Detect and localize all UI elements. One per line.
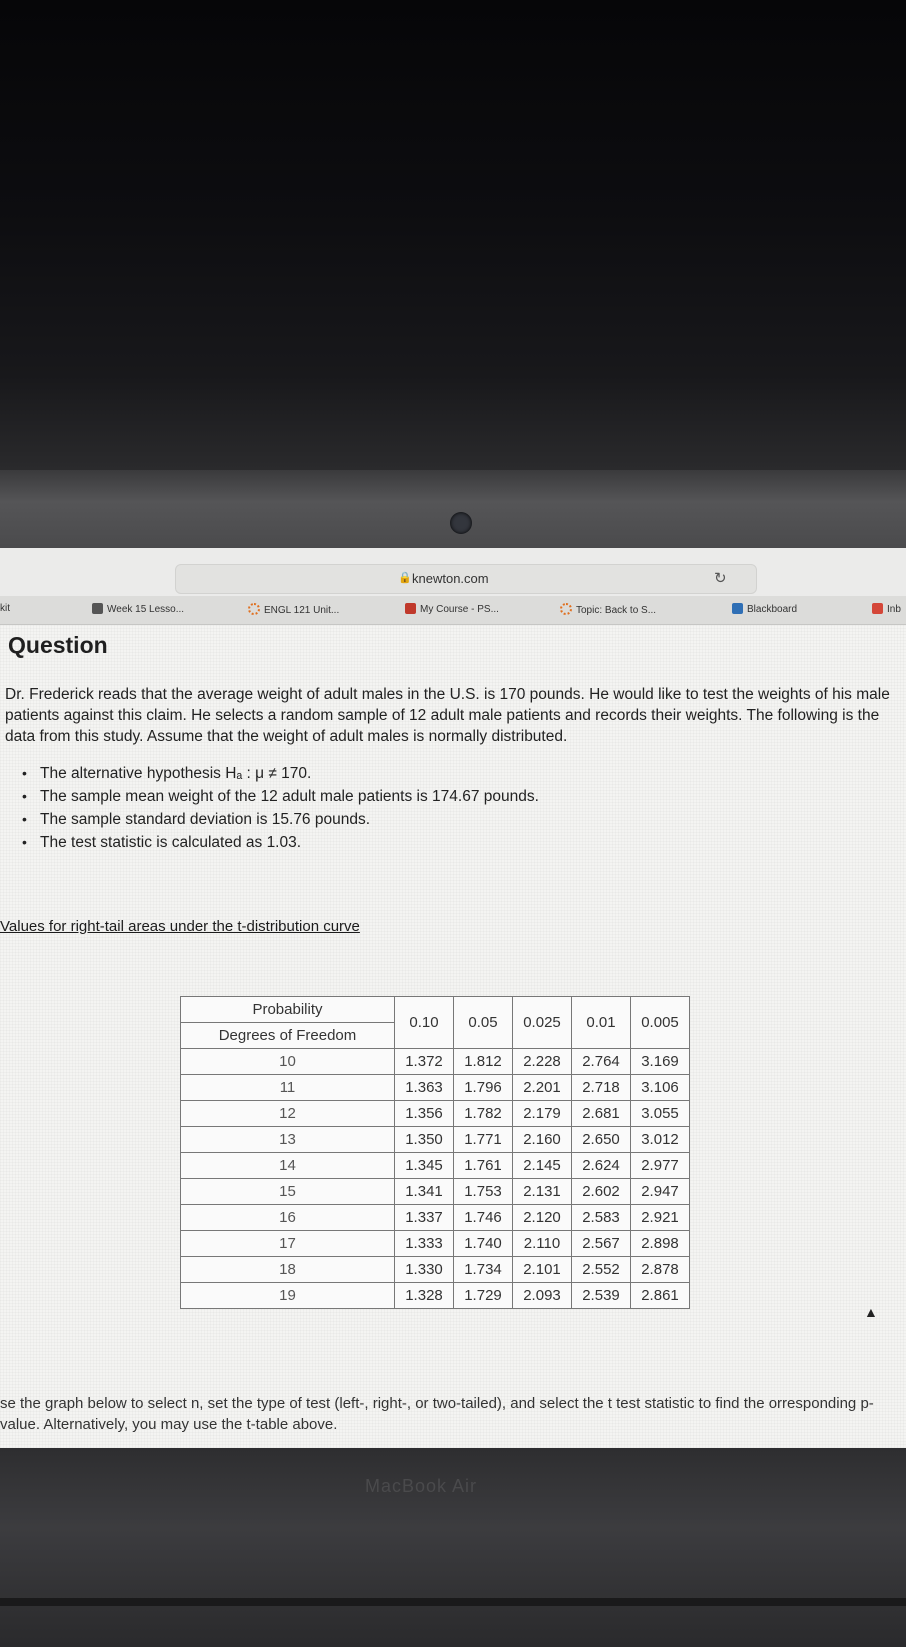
list-item: • The sample mean weight of the 12 adult male patients is 174.67 pounds.	[22, 788, 539, 805]
t-value-cell: 1.337	[395, 1205, 454, 1231]
df-cell: 15	[181, 1179, 395, 1205]
bookmark-week15[interactable]: Week 15 Lesso...	[92, 603, 184, 615]
t-value-cell: 1.328	[395, 1283, 454, 1309]
spinner-icon	[248, 603, 260, 615]
list-item: • The test statistic is calculated as 1.03.	[22, 834, 302, 851]
spinner-icon	[560, 603, 572, 615]
t-value-cell: 2.583	[572, 1205, 631, 1231]
bookmark-kit[interactable]: kit	[0, 603, 10, 614]
t-value-cell: 2.977	[631, 1153, 690, 1179]
question-body: Dr. Frederick reads that the average weight of adult males in the U.S. is 170 pounds. He would like to test the weights of his male patients against this claim. He selects a random sample of 12 adult male patients and records their weights. The following is the data from this study. Assume that the weight of adult males is normally distributed.	[5, 686, 890, 745]
t-value-cell: 2.110	[513, 1231, 572, 1257]
device-brand: MacBook Air	[365, 1476, 478, 1496]
header-degrees-of-freedom: Degrees of Freedom	[181, 1023, 395, 1049]
t-value-cell: 2.093	[513, 1283, 572, 1309]
t-value-cell: 3.012	[631, 1127, 690, 1153]
header-probability: Probability	[181, 997, 395, 1023]
t-value-cell: 1.812	[454, 1049, 513, 1075]
bookmark-engl121[interactable]: ENGL 121 Unit...	[248, 603, 339, 616]
t-value-cell: 2.878	[631, 1257, 690, 1283]
header-prob-cell: 0.005	[631, 997, 690, 1049]
t-value-cell: 1.350	[395, 1127, 454, 1153]
t-value-cell: 2.101	[513, 1257, 572, 1283]
t-value-cell: 1.782	[454, 1101, 513, 1127]
t-value-cell: 2.131	[513, 1179, 572, 1205]
t-table-link[interactable]: Values for right-tail areas under the t-distribution curve	[0, 918, 360, 935]
t-value-cell: 3.106	[631, 1075, 690, 1101]
t-value-cell: 2.179	[513, 1101, 572, 1127]
t-value-cell: 2.624	[572, 1153, 631, 1179]
t-value-cell: 3.169	[631, 1049, 690, 1075]
address-bar[interactable]	[175, 564, 757, 594]
list-item: • The sample standard deviation is 15.76 pounds.	[22, 811, 371, 828]
t-value-cell: 1.734	[454, 1257, 513, 1283]
laptop-hinge	[0, 1598, 906, 1606]
df-cell: 10	[181, 1049, 395, 1075]
t-value-cell: 2.861	[631, 1283, 690, 1309]
bookmark-my-course[interactable]: My Course - PS...	[405, 603, 499, 615]
browser-toolbar	[0, 548, 906, 596]
bookmark-topic[interactable]: Topic: Back to S...	[560, 603, 656, 616]
t-value-cell: 1.771	[454, 1127, 513, 1153]
course-icon	[405, 603, 416, 614]
mouse-cursor-icon: ▲	[864, 1304, 878, 1320]
t-value-cell: 2.650	[572, 1127, 631, 1153]
t-value-cell: 3.055	[631, 1101, 690, 1127]
df-cell: 11	[181, 1075, 395, 1101]
url-text: knewton.com	[412, 571, 489, 586]
table-row	[181, 1101, 690, 1127]
t-value-cell: 1.333	[395, 1231, 454, 1257]
t-value-cell: 2.120	[513, 1205, 572, 1231]
table-row	[181, 1257, 690, 1283]
laptop-bezel-bottom	[0, 1448, 906, 1647]
table-header-row	[181, 997, 690, 1023]
lock-icon: 🔒	[398, 572, 412, 584]
t-value-cell: 2.145	[513, 1153, 572, 1179]
table-row	[181, 1075, 690, 1101]
bookmarks-bar	[0, 596, 906, 625]
t-value-cell: 1.729	[454, 1283, 513, 1309]
df-cell: 12	[181, 1101, 395, 1127]
table-row	[181, 1153, 690, 1179]
bookmark-blackboard[interactable]: Blackboard	[732, 603, 797, 615]
list-item: • The alternative hypothesis Hₐ : μ ≠ 170.	[22, 765, 312, 782]
table-row	[181, 1231, 690, 1257]
df-cell: 19	[181, 1283, 395, 1309]
t-value-cell: 1.363	[395, 1075, 454, 1101]
t-value-cell: 2.228	[513, 1049, 572, 1075]
t-value-cell: 2.602	[572, 1179, 631, 1205]
header-prob-cell: 0.025	[513, 997, 572, 1049]
t-value-cell: 1.746	[454, 1205, 513, 1231]
t-value-cell: 2.160	[513, 1127, 572, 1153]
t-value-cell: 2.567	[572, 1231, 631, 1257]
t-value-cell: 1.330	[395, 1257, 454, 1283]
t-value-cell: 1.356	[395, 1101, 454, 1127]
bookmark-gmail[interactable]: Inb	[872, 603, 901, 615]
df-cell: 18	[181, 1257, 395, 1283]
t-value-cell: 1.740	[454, 1231, 513, 1257]
t-value-cell: 1.341	[395, 1179, 454, 1205]
question-bullets	[22, 762, 539, 854]
t-value-cell: 2.681	[572, 1101, 631, 1127]
t-value-cell: 1.753	[454, 1179, 513, 1205]
table-row	[181, 1205, 690, 1231]
browser-screen	[0, 548, 906, 1448]
header-prob-cell: 0.01	[572, 997, 631, 1049]
t-value-cell: 2.539	[572, 1283, 631, 1309]
t-value-cell: 2.947	[631, 1179, 690, 1205]
t-value-cell: 2.764	[572, 1049, 631, 1075]
t-value-cell: 2.552	[572, 1257, 631, 1283]
t-value-cell: 1.372	[395, 1049, 454, 1075]
t-value-cell: 1.796	[454, 1075, 513, 1101]
laptop-bezel-band	[0, 470, 906, 550]
t-value-cell: 2.921	[631, 1205, 690, 1231]
t-value-cell: 1.761	[454, 1153, 513, 1179]
t-value-cell: 2.898	[631, 1231, 690, 1257]
header-prob-cell: 0.05	[454, 997, 513, 1049]
header-prob-cell: 0.10	[395, 997, 454, 1049]
gmail-icon	[872, 603, 883, 614]
t-distribution-table	[180, 996, 690, 1309]
laptop-bezel-top	[0, 0, 906, 470]
table-row	[181, 1283, 690, 1309]
df-cell: 14	[181, 1153, 395, 1179]
table-row	[181, 1127, 690, 1153]
question-title: Question	[8, 632, 108, 658]
t-value-cell: 2.201	[513, 1075, 572, 1101]
k-logo-icon	[92, 603, 103, 614]
df-cell: 16	[181, 1205, 395, 1231]
reload-icon[interactable]: ↻	[714, 570, 727, 587]
t-value-cell: 2.718	[572, 1075, 631, 1101]
table-row	[181, 1179, 690, 1205]
df-cell: 17	[181, 1231, 395, 1257]
t-value-cell: 1.345	[395, 1153, 454, 1179]
blackboard-icon	[732, 603, 743, 614]
table-row	[181, 1049, 690, 1075]
graph-instructions: se the graph below to select n, set the type of test (left-, right-, or two-tailed), and select the t test statistic to find the orresponding p-value. Alternatively, you may use the t-table above.	[0, 1395, 874, 1433]
webcam-icon	[450, 512, 472, 534]
df-cell: 13	[181, 1127, 395, 1153]
